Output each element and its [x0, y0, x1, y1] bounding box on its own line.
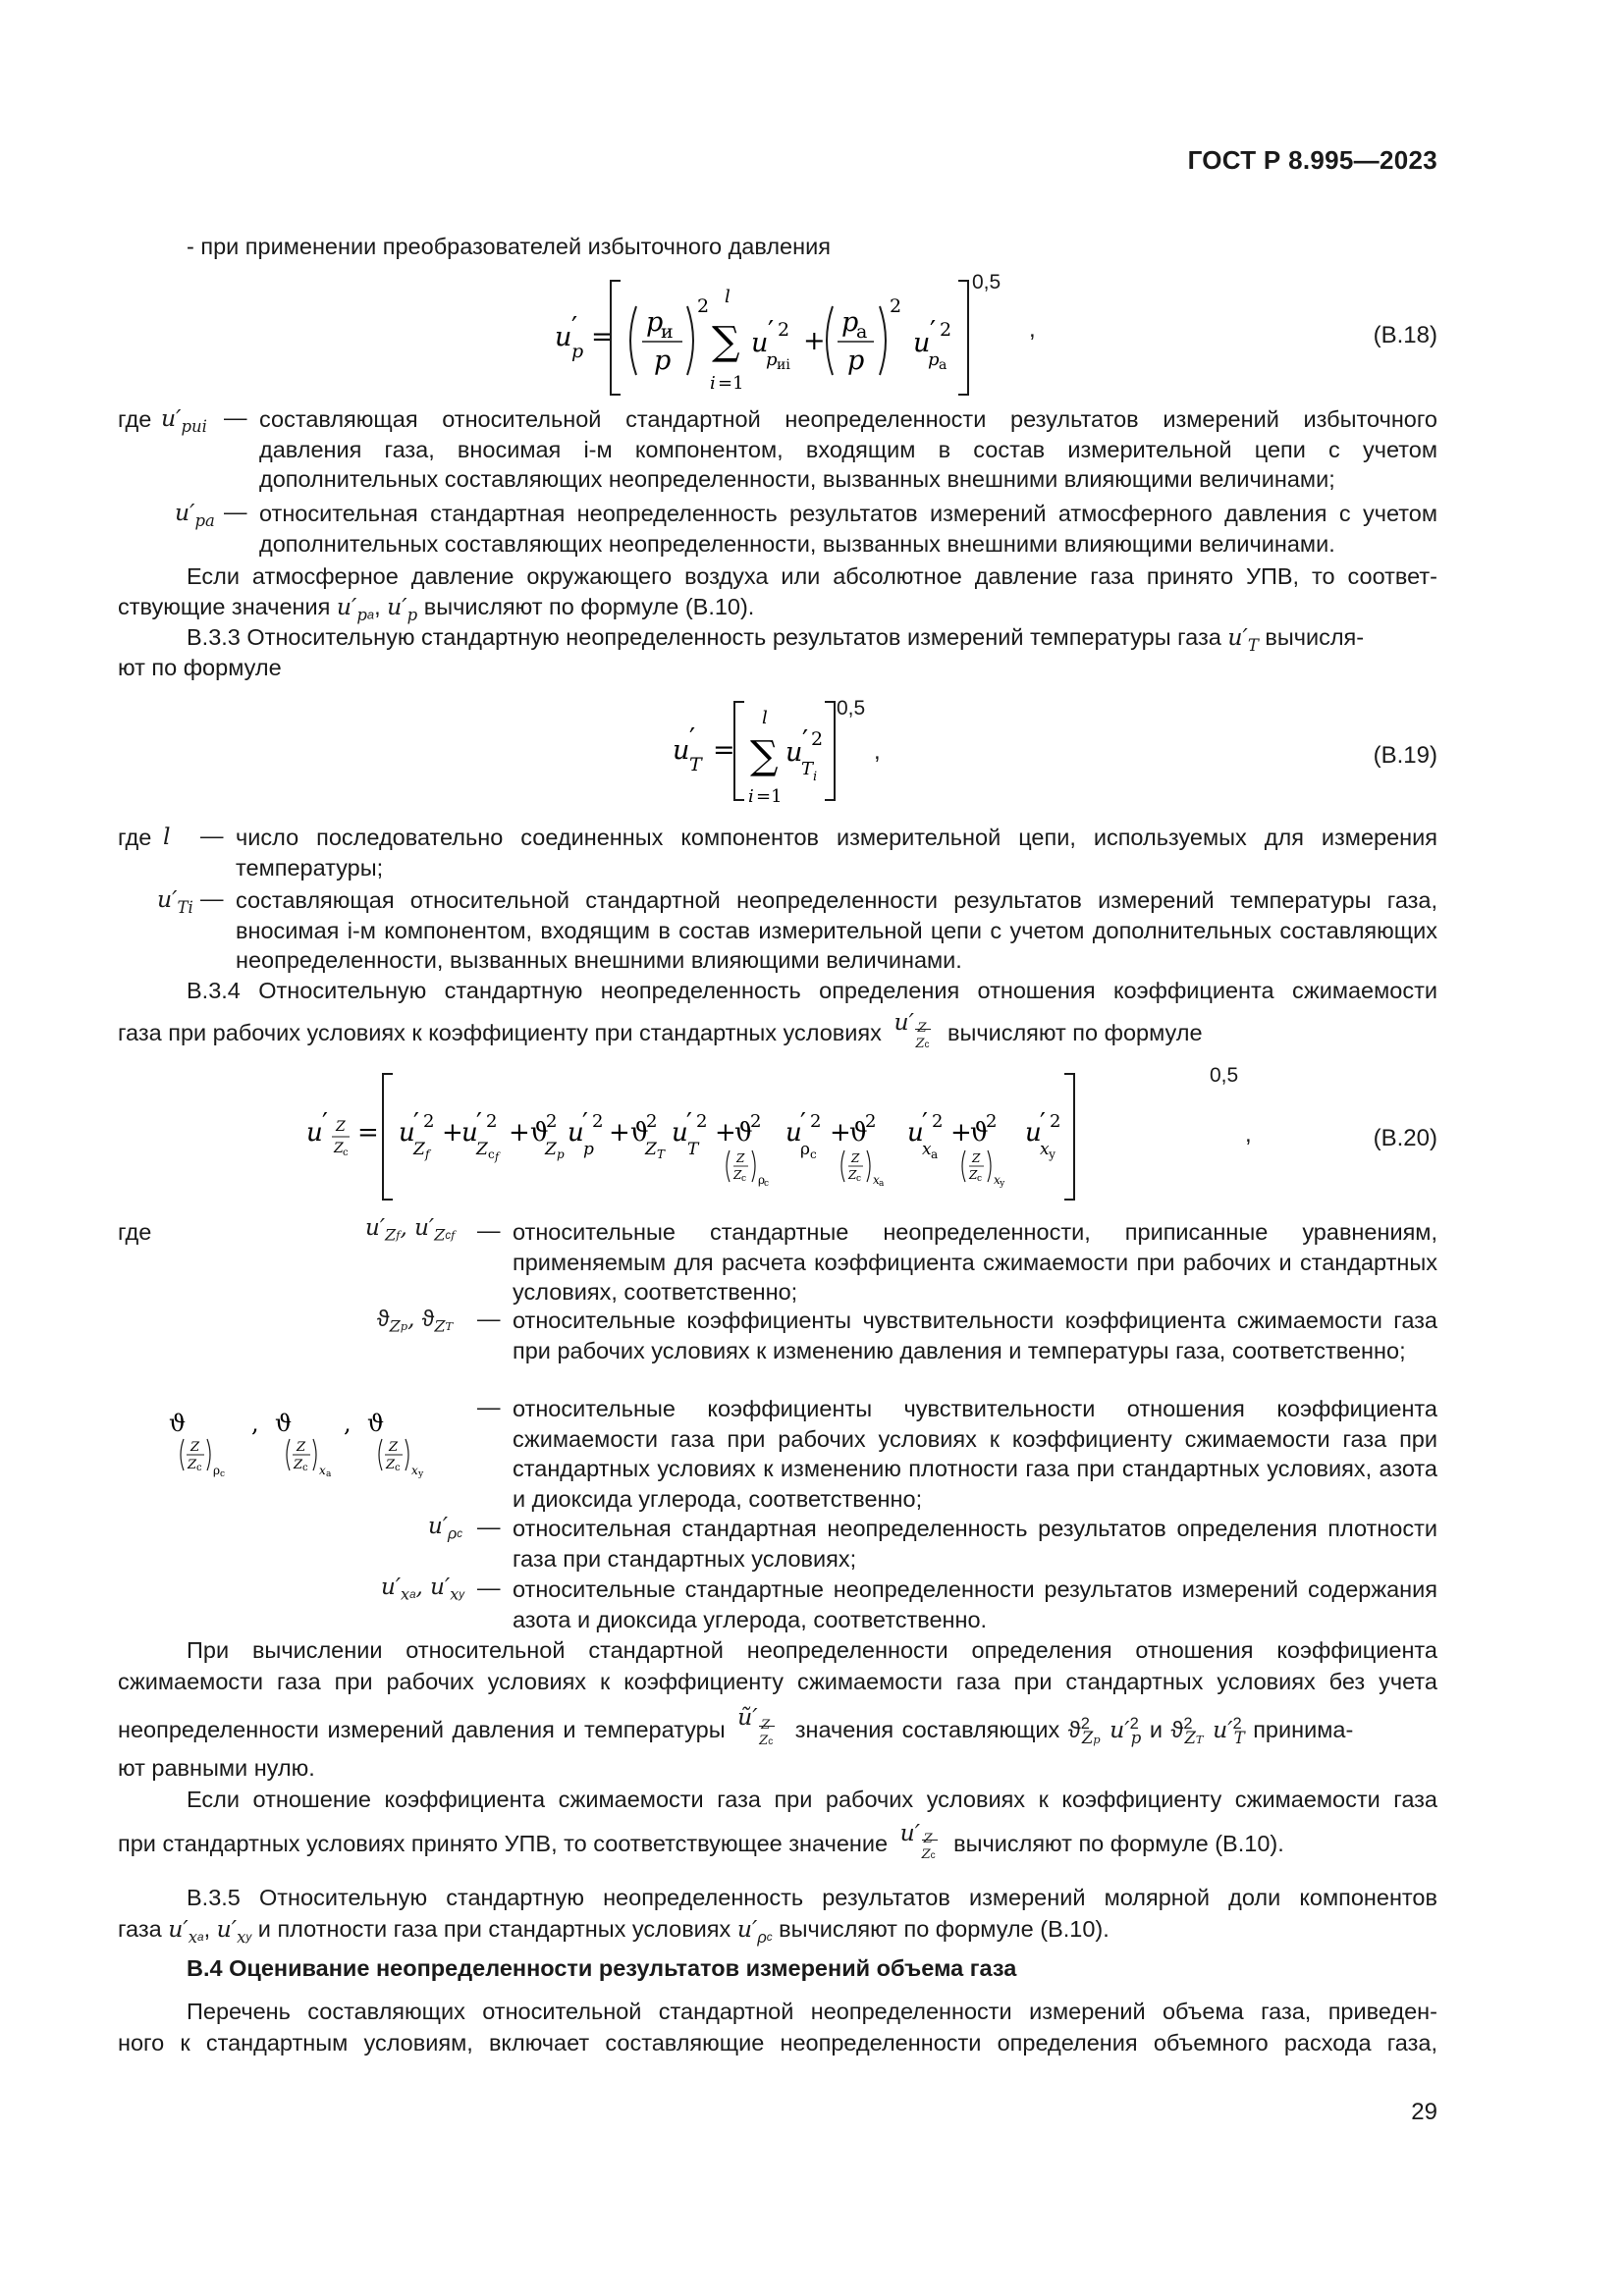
b35-line2: газа $u'_{xа}$, $u'_{xу}$ и плотности газа при стандартных условиях $u'_{\rho с}$ вычисляют по формуле (В.10). — [118, 1915, 1110, 1947]
svg-text:а: а — [931, 1148, 939, 1161]
svg-text:ϑ: ϑ — [849, 1118, 868, 1148]
svg-text:f: f — [425, 1148, 430, 1161]
svg-text:p: p — [841, 307, 859, 338]
svg-text:2: 2 — [646, 1111, 658, 1132]
svg-text:=1: =1 — [756, 786, 783, 807]
svg-text:+: + — [803, 326, 826, 356]
svg-text:x: x — [873, 1173, 880, 1187]
svg-text:с: с — [302, 1463, 308, 1473]
svg-text:Z: Z — [334, 1141, 344, 1156]
svg-text:u: u — [555, 322, 572, 352]
svg-text:2: 2 — [865, 1111, 877, 1132]
def-u-pa-text: относительная стандартная неопределенность результатов измерений атмосферного давления с учетом дополнительных составляющих неопределенности, вызванных внешними влияющими величинами. — [259, 501, 1437, 557]
svg-text:u: u — [1025, 1118, 1042, 1148]
svg-text:2: 2 — [546, 1111, 558, 1132]
svg-text:а: а — [856, 321, 868, 343]
svg-text:с: с — [741, 1174, 747, 1184]
def-u-ti-symbol: $u'_{Ti}$ — [157, 885, 193, 917]
svg-text:u: u — [751, 328, 769, 358]
dash: — — [224, 499, 247, 524]
def-urho-symbol: $u'_{\rho с}$ — [428, 1514, 463, 1543]
svg-text:+: + — [950, 1118, 972, 1148]
svg-text:u: u — [907, 1118, 924, 1148]
svg-text:∑: ∑ — [712, 319, 740, 364]
svg-text:ϑ: ϑ — [630, 1118, 649, 1148]
svg-text:Z: Z — [733, 1168, 742, 1182]
b35-line1: В.3.5 Относительную стандартную неопределенность результатов измерений молярной доли компонентов — [187, 1885, 1437, 1910]
b4-line1: Перечень составляющих относительной стандартной неопределенности измерений объема газа, приведен- — [187, 1999, 1437, 2024]
def-uzf-text: относительные стандартные неопределенности, приписанные уравнениям, применяемым для расчета коэффициента сжимаемости при рабочих и стандартных условиях, соответственно; — [513, 1219, 1437, 1305]
dash: — — [477, 1514, 501, 1539]
def-theta-ratio-symbol — [167, 1406, 461, 1484]
dash: — — [200, 885, 224, 911]
svg-text:p: p — [654, 346, 672, 376]
svg-text:с: с — [856, 1174, 862, 1184]
svg-text:′: ′ — [582, 1108, 588, 1138]
standard-header: ГОСТ Р 8.995—2023 — [1187, 145, 1437, 175]
b19-power: 0,5 — [837, 697, 866, 720]
section-b4-title: В.4 Оценивание неопределенности результатов измерений объема газа — [187, 1955, 1017, 1981]
svg-text:2: 2 — [423, 1111, 435, 1132]
dash: — — [477, 1394, 501, 1419]
dash: — — [477, 1217, 501, 1243]
svg-text:ϑ: ϑ — [734, 1118, 753, 1148]
b20-comma: , — [1245, 1121, 1252, 1148]
def-u-pi-symbol: $u'_{pиi}$ — [161, 404, 207, 436]
svg-text:′: ′ — [768, 316, 775, 347]
svg-text:p: p — [583, 1140, 594, 1159]
calc-line1: При вычислении относительной стандартной неопределенности определения отношения коэффициента — [187, 1637, 1437, 1663]
svg-text:′: ′ — [800, 1108, 806, 1138]
svg-text:с: с — [764, 1179, 770, 1189]
def-urho-text: относительная стандартная неопределенность результатов определения плотности газа при стандартных условиях; — [513, 1516, 1437, 1572]
def-theta-ratio-text: относительные коэффициенты чувствительности отношения коэффициента сжимаемости газа при рабочих условиях к коэффициенту сжимаемости газа при стандартных условиях к изменению плотности газа при стандартных условиях, азота и диоксида углерода, соответственно; — [513, 1396, 1437, 1512]
svg-text:2: 2 — [778, 319, 790, 341]
def-l-symbol: l — [163, 823, 171, 850]
svg-text:i: i — [813, 770, 818, 784]
dash: — — [477, 1575, 501, 1600]
svg-text:2: 2 — [750, 1111, 762, 1132]
b19-number: (В.19) — [1373, 742, 1437, 769]
svg-text:l: l — [762, 708, 768, 728]
svg-text:ϑ: ϑ — [530, 1118, 549, 1148]
svg-text:с: с — [343, 1148, 349, 1158]
svg-text:u: u — [913, 328, 931, 358]
svg-text:Z: Z — [969, 1168, 978, 1182]
svg-text:Z: Z — [413, 1140, 425, 1159]
svg-text:,: , — [344, 1410, 352, 1437]
svg-text:Z: Z — [294, 1458, 303, 1472]
def-ux-text: относительные стандартные неопределенности результатов измерений содержания азота и диоксида углерода, соответственно. — [513, 1576, 1437, 1632]
where-label-1: где — [118, 406, 152, 432]
page-number: 29 — [1411, 2099, 1437, 2125]
svg-text:u: u — [672, 1118, 688, 1148]
svg-text:2: 2 — [890, 295, 902, 317]
where-label-3: где — [118, 1219, 152, 1245]
svg-text:′: ′ — [686, 1108, 692, 1138]
svg-text:p: p — [847, 346, 865, 376]
svg-text:Z: Z — [972, 1151, 981, 1165]
b18-comma: , — [1029, 316, 1036, 343]
svg-text:с: с — [810, 1148, 817, 1161]
svg-text:Z: Z — [476, 1140, 488, 1159]
b33-line2: ют по формуле — [118, 655, 282, 680]
svg-text:l: l — [725, 287, 731, 307]
def-u-ti-text: составляющая относительной стандартной неопределенности результатов измерений температуры газа, вносимая i-м компонентом, входящим в состав измерительной цепи с учетом дополнительных составляющих неопределенности, вызванных внешними влияющими величинами. — [236, 887, 1437, 973]
svg-text:p: p — [928, 349, 940, 370]
svg-text:у: у — [418, 1469, 424, 1479]
svg-text:2: 2 — [1050, 1111, 1061, 1132]
def-theta-zp-text: относительные коэффициенты чувствительности коэффициента сжимаемости газа при рабочих условиях к изменению давления и температуры газа, соответственно; — [513, 1308, 1437, 1363]
svg-text:ϑ: ϑ — [169, 1410, 187, 1437]
svg-text:u: u — [673, 735, 690, 766]
svg-text:с: с — [977, 1174, 983, 1184]
svg-text:Z: Z — [848, 1168, 857, 1182]
svg-text:2: 2 — [486, 1111, 498, 1132]
svg-text:x: x — [994, 1173, 1001, 1187]
svg-text:ϑ: ϑ — [275, 1410, 293, 1437]
svg-text:2: 2 — [697, 295, 710, 317]
svg-text:T: T — [687, 1140, 699, 1159]
svg-text:Z: Z — [190, 1440, 200, 1455]
svg-text:∑: ∑ — [750, 733, 779, 778]
svg-text:f: f — [495, 1150, 500, 1163]
svg-text:с: с — [488, 1148, 495, 1161]
svg-text:ρ: ρ — [800, 1140, 810, 1159]
svg-text:,: , — [251, 1410, 259, 1437]
b4-line2: ного к стандартным условиям, включает составляющие неопределенности определения объемного расхода газа, — [118, 2030, 1437, 2056]
svg-text:2: 2 — [592, 1111, 604, 1132]
svg-text:x: x — [922, 1140, 932, 1159]
svg-text:+: + — [442, 1118, 463, 1148]
svg-text:Z: Z — [545, 1140, 557, 1159]
svg-text:x: x — [319, 1464, 326, 1477]
svg-text:i: i — [710, 373, 716, 394]
calc-line3: неопределенности измерений давления и температуры ũ′ Z Zс значения составляющих $ϑ^2_{Zp}$ $u'^2_p$ и $ϑ^2_{ZT}$ $u'^2_T$ принима- — [118, 1703, 1354, 1748]
svg-text:i: i — [748, 786, 754, 807]
dash: — — [224, 404, 247, 430]
svg-text:с: с — [220, 1469, 226, 1479]
svg-text:у: у — [1049, 1148, 1056, 1161]
def-theta-zp-symbol: $ϑ_{Zp}$, $ϑ_{ZT}$ — [377, 1306, 454, 1336]
def-ux-symbol: $u'_{xа}$, $u'_{xу}$ — [381, 1575, 465, 1604]
atm-para-line1: Если атмосферное давление окружающего воздуха или абсолютное давление газа принято УПВ, то соответ- — [187, 563, 1437, 589]
svg-text:2: 2 — [810, 1111, 822, 1132]
equation-b20 — [295, 1062, 1237, 1209]
svg-text:T: T — [689, 754, 702, 775]
svg-text:u: u — [306, 1118, 323, 1148]
svg-text:с: с — [196, 1463, 202, 1473]
svg-text:+: + — [509, 1118, 530, 1148]
svg-text:Z: Z — [297, 1440, 306, 1455]
b34-line2: газа при рабочих условиях к коэффициенту при стандартных условиях u′ Z Zс вычисляют по формуле — [118, 1008, 1203, 1051]
svg-text:и: и — [661, 321, 674, 343]
svg-text:Z: Z — [336, 1119, 346, 1135]
svg-text:Z: Z — [389, 1440, 399, 1455]
svg-text:′: ′ — [322, 1108, 328, 1138]
def-u-pa-symbol: $u'_{pа}$ — [175, 499, 215, 530]
dash: — — [200, 823, 224, 848]
svg-text:p: p — [571, 341, 584, 362]
svg-text:T: T — [657, 1148, 666, 1161]
svg-text:ρ: ρ — [213, 1464, 221, 1477]
svg-text:Z: Z — [386, 1458, 396, 1472]
svg-text:иi: иi — [777, 357, 790, 373]
svg-text:u: u — [399, 1118, 415, 1148]
b20-number: (В.20) — [1373, 1125, 1437, 1151]
svg-text:Z: Z — [736, 1151, 745, 1165]
intro-line: - при применении преобразователей избыточного давления — [187, 234, 831, 259]
equation-b19 — [668, 692, 903, 810]
svg-text:′: ′ — [413, 1108, 419, 1138]
svg-text:′: ′ — [476, 1108, 482, 1138]
def-uzf-symbol: $u'_{Zf}$, $u'_{Zсf}$ — [365, 1215, 456, 1245]
svg-text:′: ′ — [689, 723, 696, 754]
upv-line1: Если отношение коэффициента сжимаемости газа при рабочих условиях к коэффициенту сжимаемости газа — [187, 1787, 1437, 1812]
svg-text:2: 2 — [932, 1111, 944, 1132]
svg-text:=: = — [357, 1118, 379, 1148]
svg-text:=1: =1 — [718, 373, 744, 394]
equation-b18 — [550, 267, 1021, 404]
def-l-text: число последовательно соединенных компонентов измерительной цепи, используемых для измерения температуры; — [236, 825, 1437, 881]
svg-text:2: 2 — [940, 319, 952, 341]
svg-text:p: p — [646, 307, 664, 338]
svg-text:u: u — [785, 1118, 802, 1148]
svg-text:x: x — [1040, 1140, 1050, 1159]
svg-text:′: ′ — [802, 725, 809, 756]
svg-text:+: + — [715, 1118, 736, 1148]
svg-text:а: а — [939, 357, 947, 373]
atm-para-line2: ствующие значения $u'_{pа}$, $u'_p$ вычисляют по формуле (В.10). — [118, 593, 755, 624]
svg-text:=: = — [713, 735, 735, 766]
svg-text:а: а — [326, 1469, 332, 1479]
svg-text:Z: Z — [851, 1151, 860, 1165]
svg-text:x: x — [411, 1464, 418, 1477]
calc-line4: ют равными нулю. — [118, 1755, 315, 1781]
svg-text:у: у — [1000, 1179, 1005, 1189]
b18-power: 0,5 — [972, 271, 1001, 294]
svg-text:p: p — [766, 349, 778, 370]
svg-text:p: p — [557, 1148, 565, 1161]
b33-line1: В.3.3 Относительную стандартную неопределенность результатов измерений температуры газа $u'_T$ вычисля- — [187, 623, 1365, 655]
svg-text:u: u — [461, 1118, 478, 1148]
svg-text:ϑ: ϑ — [367, 1410, 385, 1437]
svg-text:+: + — [609, 1118, 630, 1148]
calc-line2: сжимаемости газа при рабочих условиях к коэффициенту сжимаемости газа при стандартных условиях без учета — [118, 1669, 1437, 1694]
b20-power: 0,5 — [1210, 1064, 1239, 1087]
svg-text:2: 2 — [986, 1111, 998, 1132]
svg-text:ϑ: ϑ — [970, 1118, 989, 1148]
svg-text:а: а — [879, 1179, 885, 1189]
svg-text:+: + — [830, 1118, 851, 1148]
svg-text:′: ′ — [930, 316, 937, 347]
svg-text:Z: Z — [188, 1458, 197, 1472]
upv-line2: при стандартных условиях принято УПВ, то соответствующее значение u′ Z Zс вычисляют по формуле (В.10). — [118, 1819, 1284, 1862]
b19-comma: , — [874, 738, 881, 765]
where-label-2: где — [118, 825, 152, 850]
svg-text:с: с — [395, 1463, 401, 1473]
svg-text:′: ′ — [571, 312, 578, 343]
b34-line1: В.3.4 Относительную стандартную неопределенность определения отношения коэффициента сжимаемости — [187, 978, 1437, 1003]
dash: — — [477, 1306, 501, 1331]
svg-text:T: T — [801, 759, 814, 779]
svg-text:2: 2 — [811, 728, 824, 750]
svg-text:u: u — [785, 737, 803, 768]
svg-text:′: ′ — [1040, 1108, 1046, 1138]
svg-text:u: u — [568, 1118, 584, 1148]
svg-text:Z: Z — [645, 1140, 657, 1159]
svg-text:=: = — [591, 322, 614, 352]
def-u-pi-text: составляющая относительной стандартной неопределенности результатов измерений избыточного давления газа, вносимая i-м компонентом, входящим в состав измерительной цепи с учетом дополнительных составляющих неопределенности, вызванных внешними влияющими величинами; — [259, 406, 1437, 492]
svg-text:2: 2 — [696, 1111, 708, 1132]
svg-text:′: ′ — [922, 1108, 928, 1138]
svg-text:ρ: ρ — [758, 1173, 766, 1187]
b18-number: (В.18) — [1373, 322, 1437, 348]
